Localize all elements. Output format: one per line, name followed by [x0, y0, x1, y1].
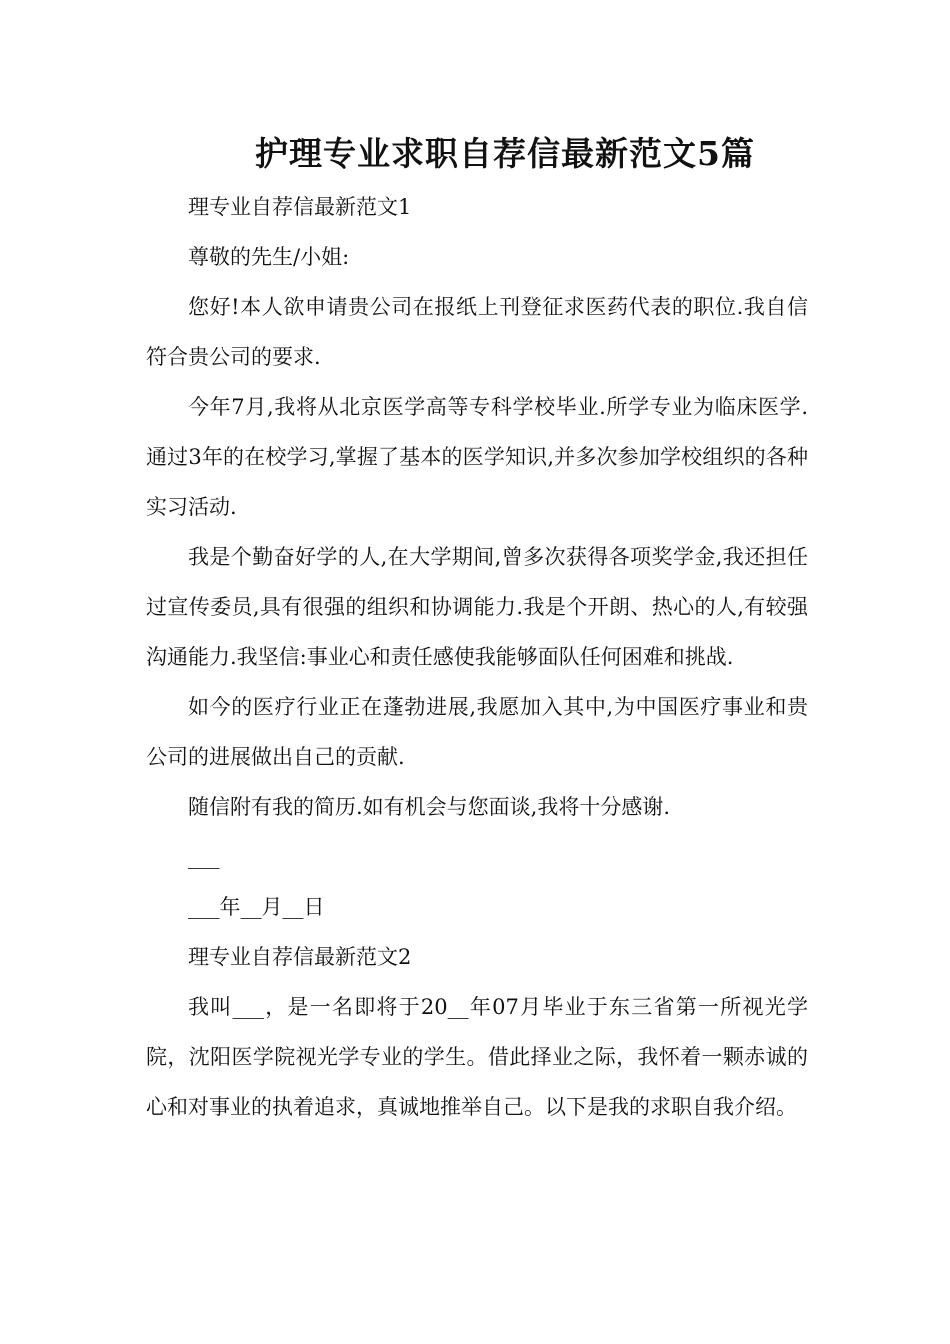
salutation: 尊敬的先生/小姐:: [188, 245, 350, 269]
document-title: 护理专业求职自荐信最新范文5篇: [255, 134, 755, 173]
paragraph-personality: 我是个勤奋好学的人,在大学期间,曾多次获得各项奖学金,我还担任过宣传委员,具有很强的组织和协调能力.我是个开朗、热心的人,有较强沟通能力.我坚信:事业心和责任感使我能够面队任何困难和挑战.: [146, 545, 808, 669]
paragraph-intro: 您好!本人欲申请贵公司在报纸上刊登征求医药代表的职位.我自信符合贵公司的要求.: [146, 295, 808, 369]
date-line: ___年__月__日: [188, 895, 325, 919]
paragraph-closing: 随信附有我的简历.如有机会与您面谈,我将十分感谢.: [188, 795, 671, 819]
signature-line: ___: [188, 845, 220, 869]
section-heading-1: 理专业自荐信最新范文1: [188, 195, 412, 219]
paragraph-aspiration: 如今的医疗行业正在蓬勃进展,我愿加入其中,为中国医疗事业和贵公司的进展做出自己的贡献.: [146, 695, 808, 769]
paragraph-self-intro: 我叫___，是一名即将于20__年07月毕业于东三省第一所视光学院，沈阳医学院视光学专业的学生。借此择业之际，我怀着一颗赤诚的心和对事业的执着追求，真诚地推举自己。以下是我的求职自我介绍。: [146, 995, 808, 1119]
section-heading-2: 理专业自荐信最新范文2: [188, 945, 412, 969]
paragraph-education: 今年7月,我将从北京医学高等专科学校毕业.所学专业为临床医学.通过3年的在校学习,掌握了基本的医学知识,并多次参加学校组织的各种实习活动.: [146, 395, 808, 519]
document-body: [146, 182, 808, 1132]
